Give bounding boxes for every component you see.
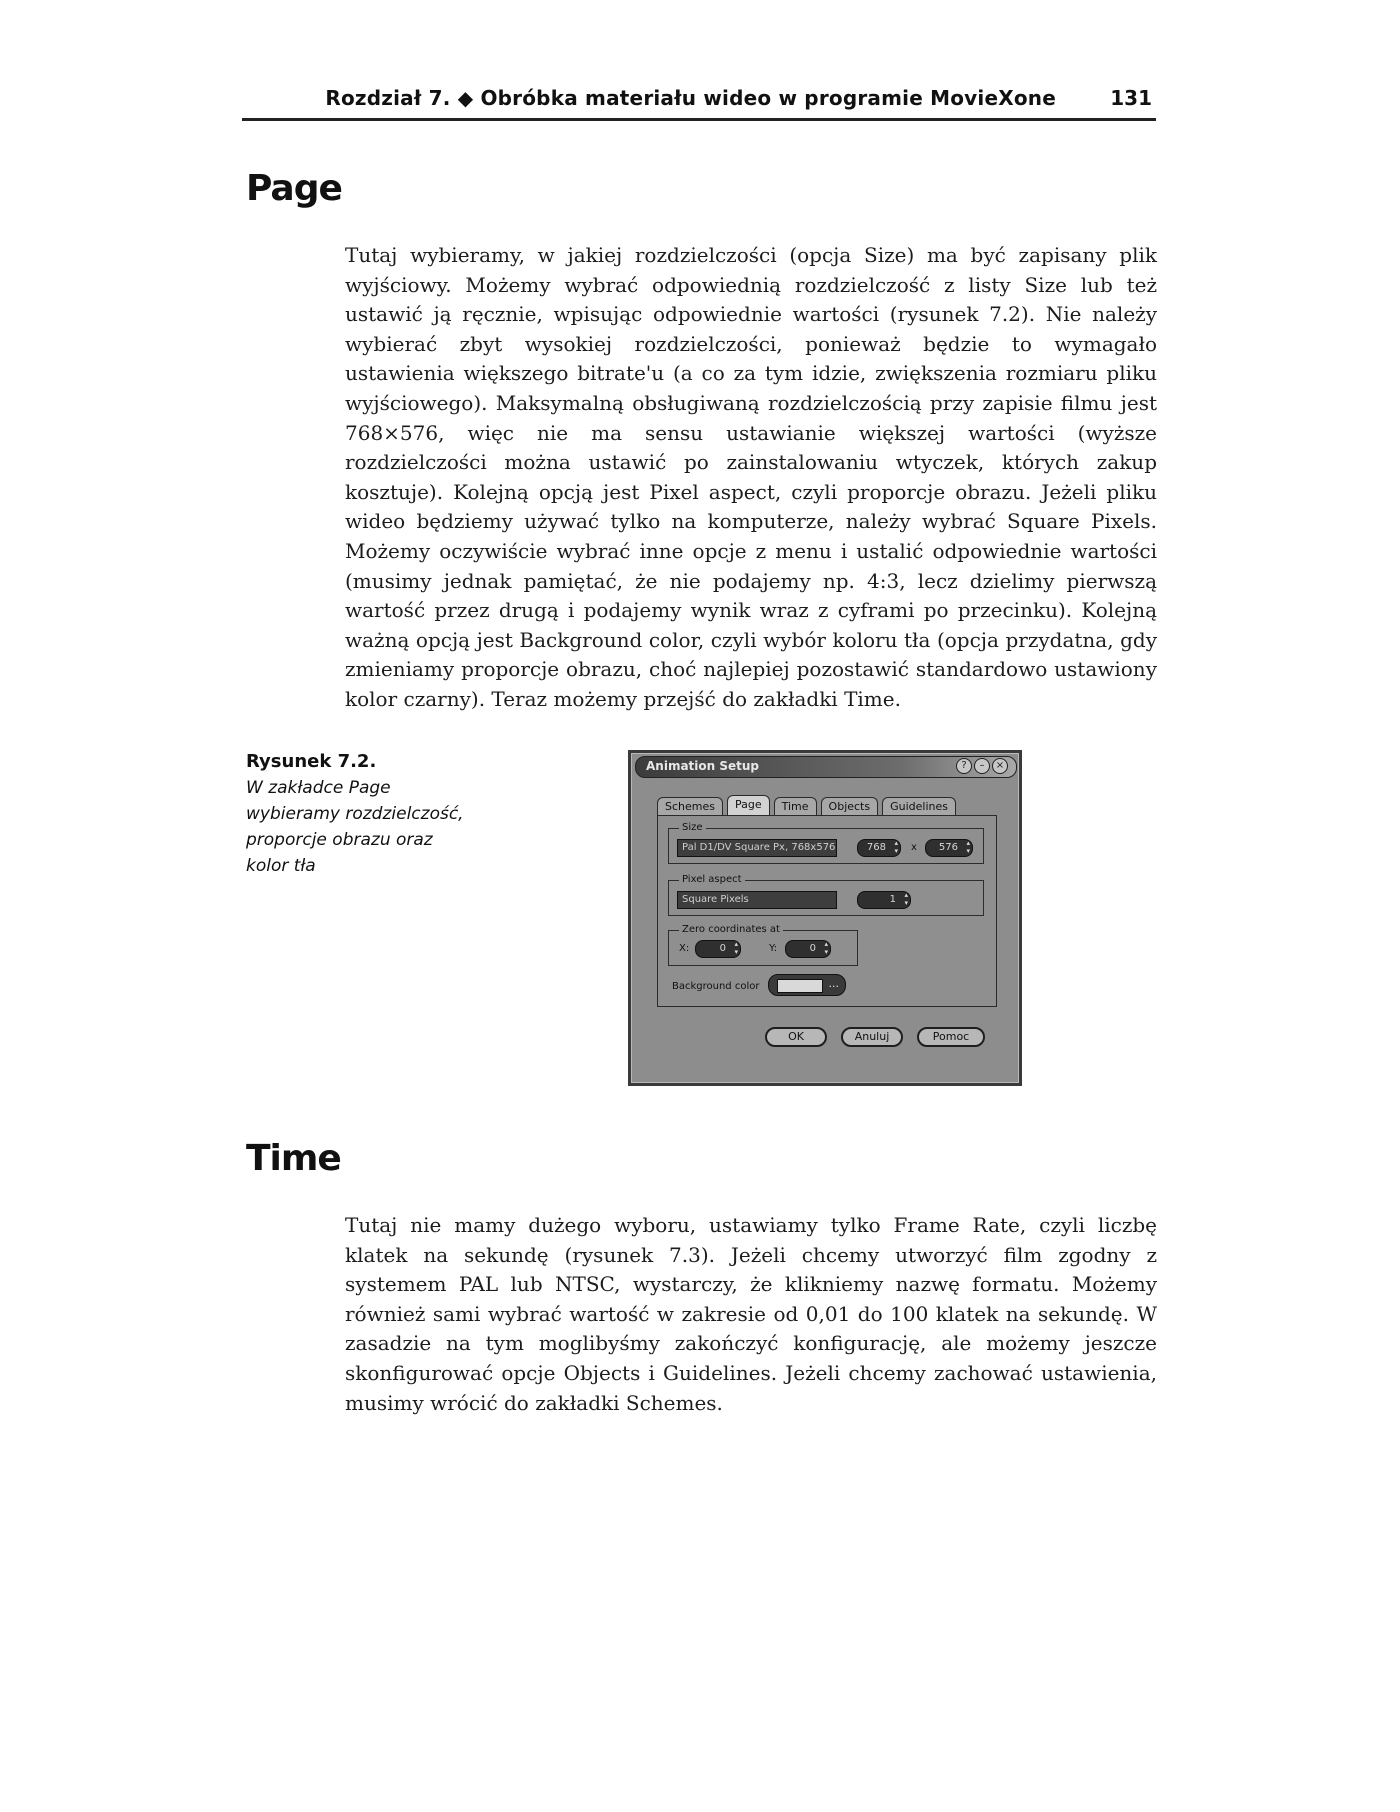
x-label: X: [679,943,690,954]
ok-button[interactable]: OK [765,1027,827,1047]
size-group [668,822,984,864]
section-heading-time: Time [246,1138,341,1179]
dialog-titlebar[interactable] [635,756,1017,778]
tab-objects[interactable]: Objects [821,797,879,816]
help-button[interactable]: Pomoc [917,1027,985,1047]
help-icon[interactable]: ? [956,758,972,774]
cancel-button[interactable]: Anuluj [841,1027,903,1047]
pixel-aspect-group [668,874,984,916]
y-label: Y: [769,943,778,954]
pixel-aspect-spinner[interactable]: 1 ▴ ▾ [857,891,911,909]
color-button-dots: ... [828,977,839,990]
time-paragraph: Tutaj nie mamy dużego wyboru, ustawiamy tylko Frame Rate, czyli liczbę klatek na sekundę (rysunek 7.3). Jeżeli chcemy utworzyć film zgodny z systemem PAL lub NTSC, wystarczy, że klikniemy nazwę formatu. Możemy również sami wybrać wartość w zakresie od 0,01 do 100 klatek na sekundę. W zasadzie na tym moglibyśmy zakończyć konfigurację, ale możemy jeszcze skonfigurować opcje Objects i Guidelines. Jeżeli chcemy zachować ustawienia, musimy wrócić do zakładki Schemes. [345,1213,1157,1415]
figure-label: Rysunek 7.2. [246,751,377,772]
y-spinner[interactable]: 0 ▴ ▾ [785,940,831,958]
dialog-title: Animation Setup [646,759,760,773]
tab-guidelines[interactable]: Guidelines [882,797,956,816]
tab-time[interactable]: Time [774,797,817,816]
minimize-icon[interactable]: – [974,758,990,774]
tab-bar [657,797,956,816]
color-swatch [777,979,823,993]
zero-coordinates-group-label: Zero coordinates at [679,923,783,937]
background-color-label: Background color [672,981,760,992]
animation-setup-dialog [628,750,1022,1086]
pixel-aspect-group-label: Pixel aspect [679,873,745,887]
height-spinner[interactable]: 576 ▴ ▾ [925,839,973,857]
x-spinner[interactable]: 0 ▴ ▾ [695,940,741,958]
running-header [242,84,1156,121]
page-number: 131 [1110,86,1152,110]
background-color-button[interactable] [768,974,846,996]
close-icon[interactable]: × [992,758,1008,774]
times-sign: x [911,842,917,853]
figure-caption-text: W zakładce Page wybieramy rozdzielczość, proporcje obrazu oraz kolor tła [246,778,464,876]
section-heading-page: Page [246,168,342,209]
size-group-label: Size [679,821,706,835]
size-dropdown[interactable]: Pal D1/DV Square Px, 768x576 [677,839,837,857]
pixel-aspect-dropdown[interactable]: Square Pixels [677,891,837,909]
tab-page[interactable]: Page [727,795,770,816]
figure-caption [246,749,476,879]
running-title: Rozdział 7. ◆ Obróbka materiału wideo w programie MovieXone [325,86,1056,110]
page-tab-panel [657,815,997,1007]
tab-schemes[interactable]: Schemes [657,797,723,816]
page-paragraph: Tutaj wybieramy, w jakiej rozdzielczości (opcja Size) ma być zapisany plik wyjściowy. Możemy wybrać odpowiednią rozdzielczość z listy Size lub też ustawić ją ręcznie, wpisując odpowiednie wartości (rysunek 7.2). Nie należy wybierać zbyt wysokiej rozdzielczości, ponieważ będzie to wymagało ustawienia większego bitrate'u (a co za tym idzie, zwiększenia rozmiaru pliku wyjściowego). Maksymalną obsługiwaną rozdzielczością przy zapisie filmu jest 768×576, więc nie ma sensu ustawianie większej wartości (wyższe rozdzielczości można ustawić po zainstalowaniu wtyczek, których zakup kosztuje). Kolejną opcją jest Pixel aspect, czyli proporcje obrazu. Jeżeli pliku wideo będziemy używać tylko na komputerze, należy wybrać Square Pixels. Możemy oczywiście wybrać inne opcje z menu i ustalić odpowiednie wartości (musimy jednak pamiętać, że nie podajemy np. 4:3, lecz dzielimy pierwszą wartość przez drugą i podajemy wynik wraz z cyframi po przecinku). Kolejną ważną opcją jest Background color, czyli wybór koloru tła (opcja przydatna, gdy zmieniamy proporcje obrazu, choć najlepiej pozostawić standardowo ustawiony kolor czarny). Teraz możemy przejść do zakładki Time. [345,243,1157,711]
width-spinner[interactable]: 768 ▴ ▾ [857,839,901,857]
zero-coordinates-group [668,924,858,966]
